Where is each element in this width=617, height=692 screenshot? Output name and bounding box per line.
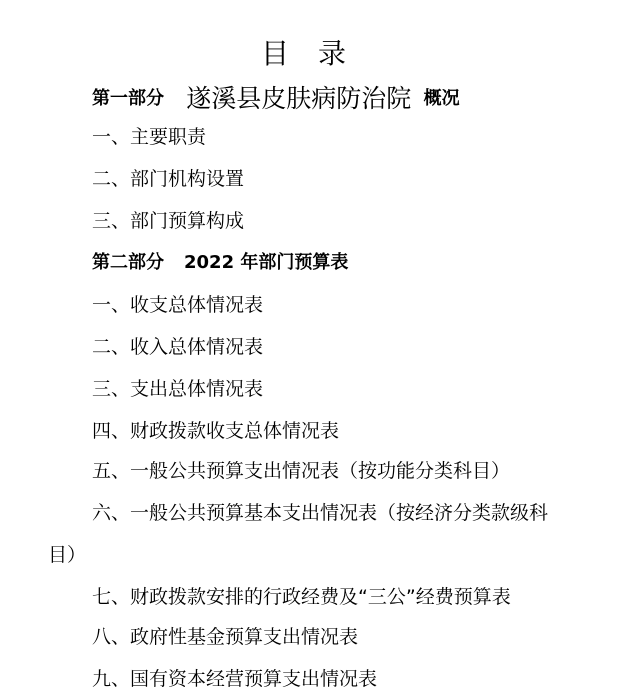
part-one-heading [92,82,460,116]
toc-item-general-budget-basic-by-economic: 六、一般公共预算基本支出情况表（按经济分类款级科 [92,502,549,524]
toc-item-income-overview: 二、收入总体情况表 [92,336,264,358]
toc-item-budget-composition: 三、部门预算构成 [92,210,245,232]
organization-name: 遂溪县皮肤病防治院 [186,84,412,113]
toc-item-administrative-three-public-costs: 七、财政拨款安排的行政经费及“三公”经费预算表 [92,586,511,608]
part-one-suffix: 概况 [423,88,460,109]
toc-item-org-structure: 二、部门机构设置 [92,168,245,190]
toc-item-government-fund-budget: 八、政府性基金预算支出情况表 [92,626,359,648]
toc-item-main-duties: 一、主要职责 [92,126,207,148]
part-two-heading [92,248,348,278]
toc-item-income-expense-overview: 一、收支总体情况表 [92,294,264,316]
toc-title: 目 录 [261,37,356,70]
part-two-label: 第二部分 [92,252,164,273]
toc-item-general-budget-basic-continued: 目） [48,544,87,566]
toc-item-state-capital-budget: 九、国有资本经营预算支出情况表 [92,668,378,690]
toc-item-general-budget-by-function: 五、一般公共预算支出情况表（按功能分类科目） [92,460,511,482]
toc-item-fiscal-allocation-overview: 四、财政拨款收支总体情况表 [92,420,340,442]
part-two-title: 2022 年部门预算表 [184,252,349,273]
toc-item-expense-overview: 三、支出总体情况表 [92,378,264,400]
part-one-label: 第一部分 [92,88,164,109]
